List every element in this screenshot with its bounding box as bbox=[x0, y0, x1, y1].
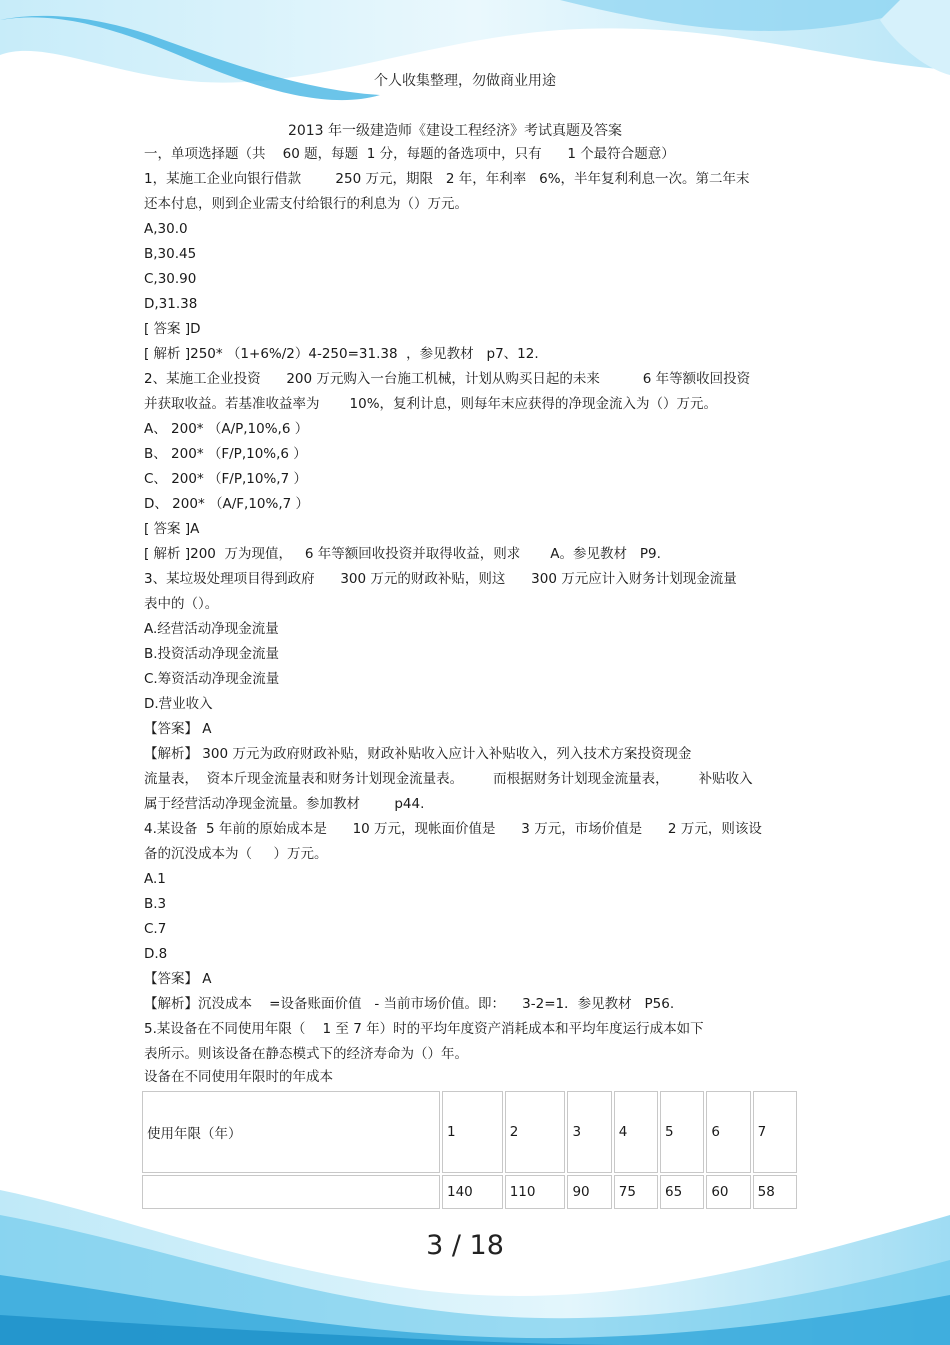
table-cell: 3 bbox=[567, 1091, 611, 1173]
text-line: D.营业收入 bbox=[144, 696, 213, 712]
text-line: 表所示。则该设备在静态模式下的经济寿命为（）年。 bbox=[144, 1046, 468, 1062]
text-line: D、 200* （A/F,10%,7 ） bbox=[144, 496, 310, 512]
text-line: 还本付息，则到企业需支付给银行的利息为（）万元。 bbox=[144, 196, 468, 212]
table-row-header bbox=[142, 1175, 440, 1209]
text-line: C.筹资活动净现金流量 bbox=[144, 671, 280, 687]
table-cell: 7 bbox=[753, 1091, 797, 1173]
text-line: 流量表， 资本斤现金流量表和财务计划现金流量表。 而根据财务计划现金流量表， 补贴收入 bbox=[144, 771, 753, 787]
text-line: A,30.0 bbox=[144, 221, 188, 237]
text-line: B.3 bbox=[144, 896, 167, 912]
text-line: A.经营活动净现金流量 bbox=[144, 621, 279, 637]
text-line: C、 200* （F/P,10%,7 ） bbox=[144, 471, 307, 487]
text-line: [ 答案 ]A bbox=[144, 521, 200, 537]
text-line: 【解析】沉没成本 =设备账面价值 - 当前市场价值。即： 3-2=1．参见教材 P56. bbox=[144, 996, 675, 1012]
table-cell: 75 bbox=[614, 1175, 658, 1209]
text-line: B、 200* （F/P,10%,6 ） bbox=[144, 446, 307, 462]
watermark-text: 个人收集整理，勿做商业用途 bbox=[374, 73, 556, 89]
text-line: [ 答案 ]D bbox=[144, 321, 201, 337]
text-line: [ 解析 ]250* （1+6%/2）4-250=31.38 ，参见教材 p7、12. bbox=[144, 346, 539, 362]
table-cell: 2 bbox=[505, 1091, 566, 1173]
text-line: 2、某施工企业投资 200 万元购入一台施工机械，计划从购买日起的未来 6 年等额收回投资 bbox=[144, 371, 751, 387]
text-line: 3、某垃圾处理项目得到政府 300 万元的财政补贴，则这 300 万元应计入财务计划现金流量 bbox=[144, 571, 737, 587]
table-row-header: 使用年限（年） bbox=[142, 1091, 440, 1173]
table-cell: 60 bbox=[706, 1175, 750, 1209]
table-cell: 90 bbox=[567, 1175, 611, 1209]
text-line: C,30.90 bbox=[144, 271, 197, 287]
text-line: 并获取收益。若基准收益率为 10%，复利计息，则每年末应获得的净现金流入为（）万元。 bbox=[144, 396, 718, 412]
text-line: 属于经营活动净现金流量。参加教材 p44. bbox=[144, 796, 425, 812]
text-line: 备的沉没成本为（ ）万元。 bbox=[144, 846, 328, 862]
page-number: 3 / 18 bbox=[426, 1230, 504, 1261]
text-line: A.1 bbox=[144, 871, 166, 887]
text-line: A、 200* （A/P,10%,6 ） bbox=[144, 421, 309, 437]
text-line: 5.某设备在不同使用年限（ 1 至 7 年）时的平均年度资产消耗成本和平均年度运行成本如下 bbox=[144, 1021, 704, 1037]
text-line: D.8 bbox=[144, 946, 168, 962]
text-line: 【解析】 300 万元为政府财政补贴，财政补贴收入应计入补贴收入，列入技术方案投资现金 bbox=[144, 746, 692, 762]
table-cell: 4 bbox=[614, 1091, 658, 1173]
annual-cost-table bbox=[140, 1089, 799, 1211]
text-line: C.7 bbox=[144, 921, 167, 937]
table-row bbox=[142, 1091, 797, 1173]
text-line: B,30.45 bbox=[144, 246, 197, 262]
table-cell: 110 bbox=[505, 1175, 566, 1209]
table-cell: 58 bbox=[753, 1175, 797, 1209]
text-line: 4.某设备 5 年前的原始成本是 10 万元，现帐面价值是 3 万元，市场价值是 2 万元，则该设 bbox=[144, 821, 762, 837]
table-caption: 设备在不同使用年限时的年成本 bbox=[144, 1069, 333, 1085]
exam-content bbox=[144, 142, 810, 1067]
table-cell: 5 bbox=[660, 1091, 704, 1173]
text-line: 一，单项选择题（共 60 题，每题 1 分，每题的备选项中，只有 1 个最符合题意） bbox=[144, 146, 675, 162]
text-line: 1，某施工企业向银行借款 250 万元，期限 2 年，年利率 6%，半年复利利息一次。第二年末 bbox=[144, 171, 750, 187]
table-cell: 65 bbox=[660, 1175, 704, 1209]
table-cell: 1 bbox=[442, 1091, 503, 1173]
table-cell: 6 bbox=[706, 1091, 750, 1173]
document-title: 2013 年一级建造师《建设工程经济》考试真题及答案 bbox=[287, 123, 623, 139]
text-line: 【答案】 A bbox=[144, 721, 212, 737]
table-cell: 140 bbox=[442, 1175, 503, 1209]
text-line: 【答案】 A bbox=[144, 971, 212, 987]
text-line: B.投资活动净现金流量 bbox=[144, 646, 280, 662]
text-line: [ 解析 ]200 万为现值， 6 年等额回收投资并取得收益，则求 A。参见教材 P9. bbox=[144, 546, 661, 562]
text-line: D,31.38 bbox=[144, 296, 198, 312]
table-row bbox=[142, 1175, 797, 1209]
text-line: 表中的（）。 bbox=[144, 596, 219, 612]
